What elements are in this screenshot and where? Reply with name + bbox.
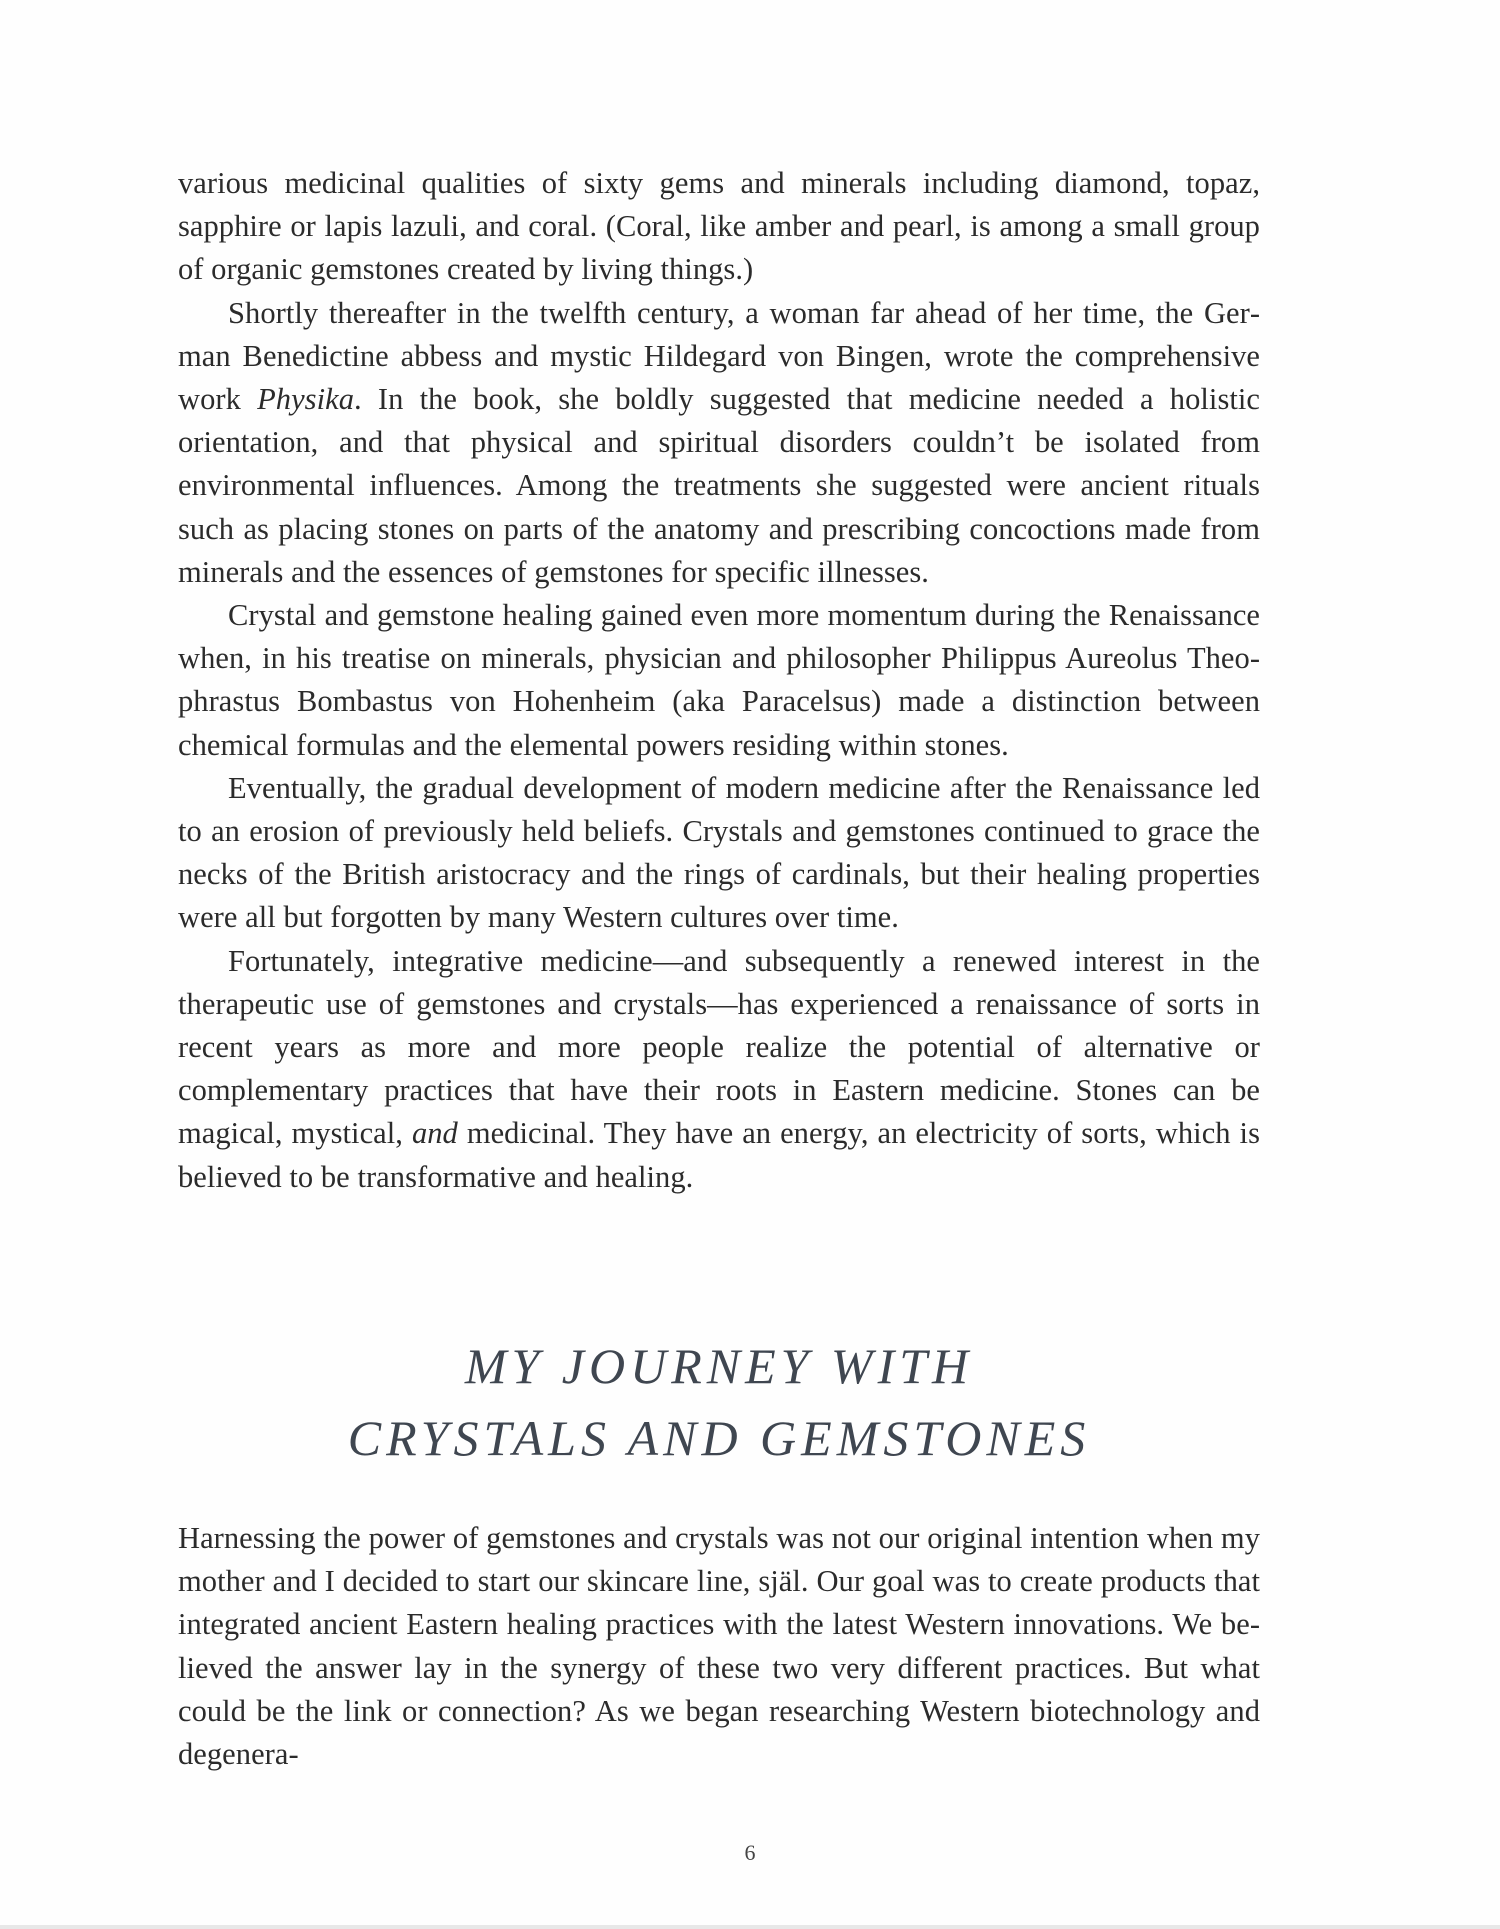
section-heading [178,1330,1260,1474]
text-run: Shortly thereafter in the twelfth century, a woman far ahead of her time, the German Benedictine abbess and mystic Hildegard von Bingen, wrote the comprehensive work [178,295,1260,417]
text-run: Eventually, the gradual development of modern medicine after the Renaissance led to an erosion of previously held beliefs. Crystals and gemstones continued to grace the necks of the British aristocracy and the rings of cardinals, but their healing properties were all but forgotten by many Western cultures over time. [178,770,1260,935]
text-run: Harnessing the power of gemstones and crystals was not our original intention when my mother and I decided to start our skincare line, själ. Our goal was to create products that integrated ancient Eastern healing practices with the latest Western innovations. We believed the answer lay in the synergy of these two very different practices. But what could be the link or connection? As we began researching Western biotechnology and degenera- [178,1521,1260,1772]
body-text-bottom [178,1517,1260,1776]
paragraph [178,767,1260,940]
scan-edge [0,1925,1500,1929]
body-text-top [178,162,1260,1199]
paragraph [178,162,1260,292]
page-number: 6 [744,1840,756,1865]
heading-line-1: MY JOURNEY WITH [464,1338,974,1394]
text-run: medicinal. They have an energy, an electricity of sorts, which is believed to be transformative and healing. [178,1116,1261,1194]
paragraph [178,594,1260,767]
text-run: Crystal and gemstone healing gained even more momentum during the Renaissance when, in his treatise on minerals, physician and philosopher Philippus Aureolus Theophrastus Bombastus von Hohenheim (aka Paracelsus) made a distinction between chemical formulas and the elemental powers residing within stones. [178,598,1260,762]
italic-text: and [411,1116,458,1151]
heading-line-2: CRYSTALS AND GEMSTONES [347,1410,1091,1466]
italic-text: Physika [257,382,354,417]
text-run: . In the book, she boldly suggested that medicine needed a holistic orientation, and that physical and spiritual disorders couldn’t be isolated from environmental influences. Among the treatments she suggested were ancient rituals such as placing stones on parts of the anatomy and prescribing concoctions made from minerals and the essences of gemstones for specific illnesses. [178,382,1260,589]
paragraph [178,940,1260,1199]
text-run: Fortunately, integrative medicine—and subsequently a renewed interest in the therapeutic use of gemstones and crystals—has experienced a renaissance of sorts in recent years as more and more people realize the potential of alternative or complementary practices that have their roots in Eastern medicine. Stones can be magical, mystical, [178,943,1260,1151]
paragraph [178,1517,1260,1776]
paragraph [178,292,1260,594]
text-run: various medicinal qualities of sixty gems and minerals including diamond, topaz, sapphire or lapis lazuli, and coral. (Coral, like amber and pearl, is among a small group of organic gemstones created by living things.) [178,166,1260,287]
